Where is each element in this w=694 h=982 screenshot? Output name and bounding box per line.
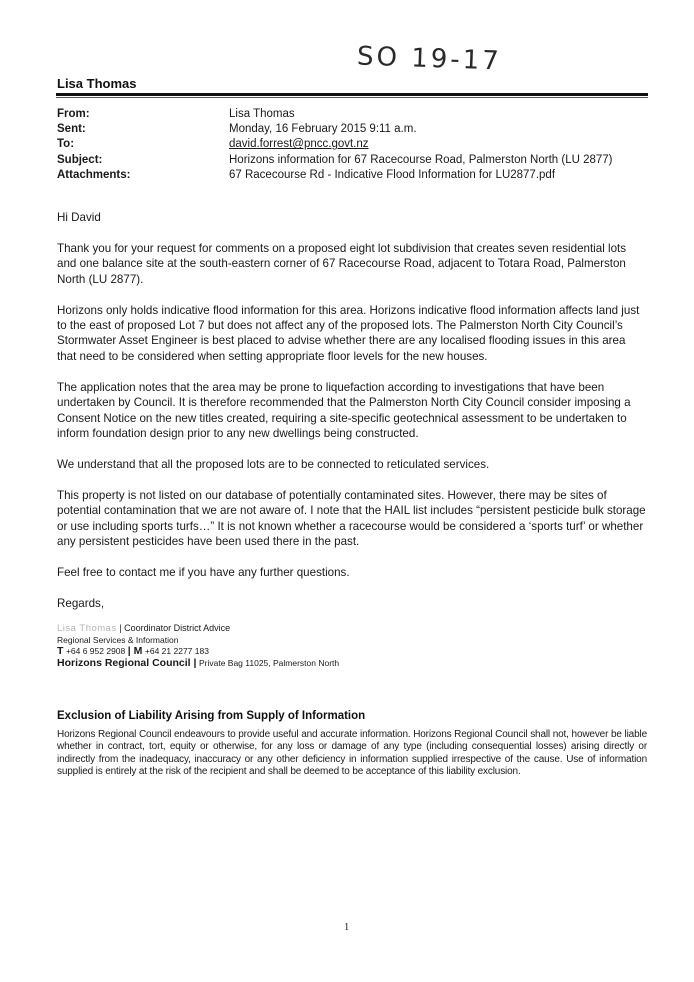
paragraph-request: Thank you for your request for comments on a proposed eight lot subdivision that creates seven residential lots and one balance site at the south-eastern corner of 67 Racecourse Road, adjacent to Totara Road, Palmerston North (LU 2877). bbox=[57, 241, 627, 286]
subject-value: Horizons information for 67 Racecourse Road, Palmerston North (LU 2877) bbox=[229, 153, 613, 166]
subject-label: Subject: bbox=[57, 153, 103, 166]
signature-department: Regional Services & Information bbox=[57, 634, 179, 645]
signature-title: | Coordinator District Advice bbox=[119, 623, 231, 633]
email-header bbox=[57, 108, 657, 184]
from-value: Lisa Thomas bbox=[229, 108, 295, 120]
attachment-file: 67 Racecourse Rd - Indicative Flood Information for LU2877.pdf bbox=[229, 168, 556, 181]
to-label: To: bbox=[57, 138, 75, 151]
email-body bbox=[57, 210, 647, 627]
page-number: 1 bbox=[344, 922, 350, 933]
sender-heading: Lisa Thomas bbox=[57, 76, 137, 91]
mobile-number: +64 21 2277 183 bbox=[144, 646, 209, 656]
heading-rule-thin bbox=[56, 97, 648, 98]
sent-value: Monday, 16 February 2015 9:11 a.m. bbox=[229, 123, 417, 136]
paragraph-services: We understand that all the proposed lots are to be connected to reticulated services. bbox=[57, 457, 490, 471]
header-row-from bbox=[57, 108, 657, 123]
mobile-label: | M bbox=[127, 645, 143, 657]
header-row-subject bbox=[57, 154, 657, 169]
disclaimer-text: Horizons Regional Council endeavours to provide useful and accurate information. Horizons Regional Council shall not, however be liable whether in contract, tort, equity or otherwise, for any loss or damage of any type (including consequential losses) arising directly or indirectly from the inadequacy, inaccuracy or any other deficiency in information supplied irrespective of the cause. Use of information supplied is entirely at the risk of the recipient and shall be deemed to be acceptance of this liability exclusion. bbox=[57, 729, 647, 778]
paragraph-liquefaction: The application notes that the area may be prone to liquefaction according to investigations that have been undertaken by Council. It is therefore recommended that the Palmerston North City Council consider imposing a Consent Notice on the new titles created, requiring a site-specific geotechnical assessment to be undertaken to inform foundation design prior to any new dwellings being constructed. bbox=[57, 380, 631, 440]
signature-line-org bbox=[57, 658, 477, 670]
paragraph-contamination: This property is not listed on our database of potentially contaminated sites. However, there may be sites of potential contamination that we are not aware of. I note that the HAIL list includes “persistent pesticide bulk storage or use including sports turfs…” It is not known whether a racecourse would be considered a ‘sports turf’ or whether any persistent pesticides have been used there in the past. bbox=[57, 488, 646, 548]
sent-label: Sent: bbox=[57, 123, 86, 136]
header-row-sent bbox=[57, 123, 657, 138]
header-row-to bbox=[57, 138, 657, 153]
attachments-label: Attachments: bbox=[57, 168, 131, 181]
heading-rule-thick bbox=[56, 93, 648, 96]
postal-address: Private Bag 11025, Palmerston North bbox=[198, 657, 340, 668]
phone-label: T bbox=[57, 645, 64, 657]
handwritten-reference: SO 19-17 bbox=[356, 41, 503, 77]
greeting: Hi David bbox=[57, 211, 101, 224]
from-label: From: bbox=[57, 108, 90, 120]
paragraph-flood: Horizons only holds indicative flood information for this area. Horizons indicative flood information affects land just to the east of proposed Lot 7 but does not affect any of the proposed lots. The Palmerston North City Council’s Stormwater Asset Engineer is best placed to advise whether there are any localised flooding issues in this area that need to be considered when setting appropriate floor levels for the new houses. bbox=[57, 303, 640, 363]
header-row-attachments bbox=[57, 169, 657, 184]
disclaimer-title: Exclusion of Liability Arising from Supply of Information bbox=[57, 710, 366, 722]
signature-name: Lisa Thomas bbox=[57, 623, 117, 634]
email-signature bbox=[57, 623, 477, 669]
phone-number: +64 6 952 2908 bbox=[65, 646, 126, 656]
to-email-link[interactable]: david.forrest@pncc.govt.nz bbox=[229, 138, 369, 151]
organisation-name: Horizons Regional Council | bbox=[57, 656, 197, 669]
paragraph-contact: Feel free to contact me if you have any further questions. bbox=[57, 565, 350, 579]
closing: Regards, bbox=[57, 596, 105, 610]
signature-line-name bbox=[57, 623, 477, 635]
